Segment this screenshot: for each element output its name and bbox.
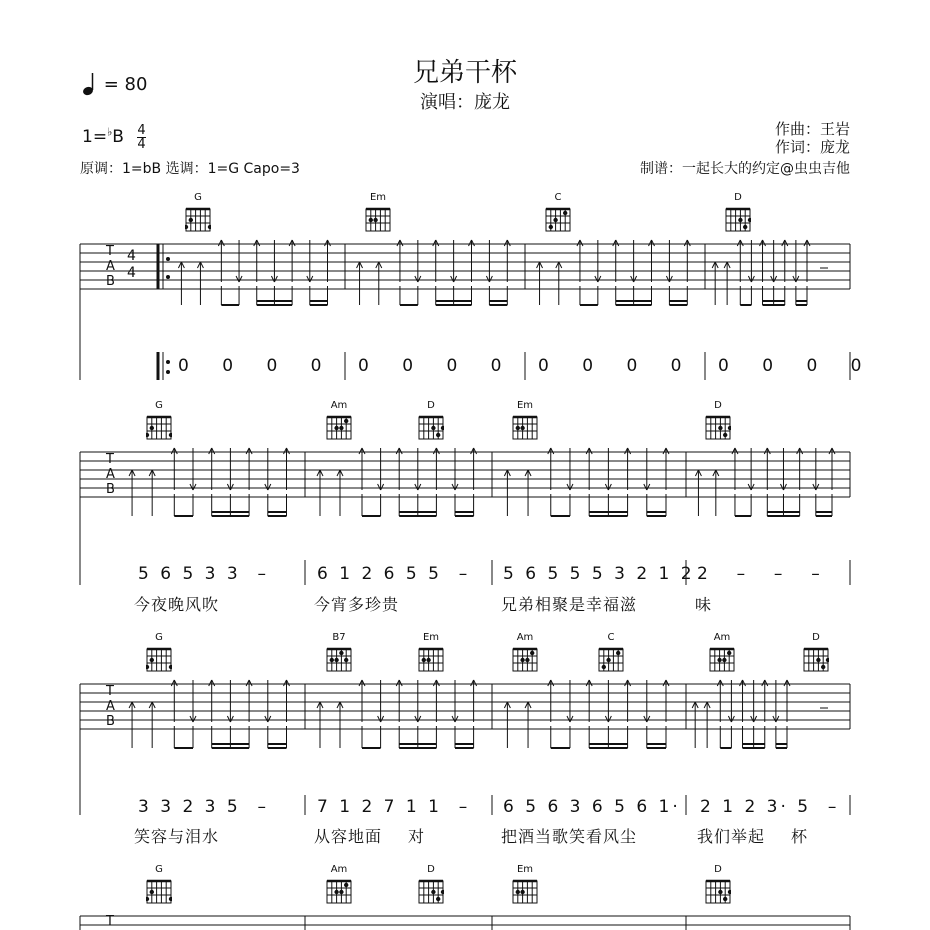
notation-measure: 2 1 2 3· 5 – xyxy=(700,797,840,817)
chord-diagram xyxy=(709,632,735,676)
tab-b: B xyxy=(106,274,115,289)
chord-diagram xyxy=(512,632,538,676)
singer-line: 演唱：庞龙 xyxy=(420,92,510,113)
chord-diagram xyxy=(146,400,172,444)
lyric-line: 把酒当歌笑看风尘 xyxy=(501,827,638,846)
chord-diagram xyxy=(512,400,538,444)
chord-diagram xyxy=(326,864,352,908)
chord-name: D xyxy=(812,632,820,643)
lyric-line: 从容地面 xyxy=(314,827,383,846)
chord-diagram xyxy=(418,400,444,444)
tab-t: T xyxy=(106,914,114,929)
chord-name: D xyxy=(427,400,435,411)
notation-measure: 0 0 0 0 xyxy=(538,356,696,376)
notation-measure: 3 3 2 3 5 – xyxy=(138,797,270,817)
tab-time-top: 4 xyxy=(127,248,136,264)
notation-measure: 6 5 6 3 6 5 6 1· xyxy=(503,797,681,817)
tab-a: A xyxy=(106,699,115,714)
tab-time-bottom: 4 xyxy=(127,265,136,281)
chord-name: C xyxy=(607,632,615,643)
time-top: 4 xyxy=(137,123,146,138)
key-label: 1= xyxy=(82,127,108,147)
time-bottom: 4 xyxy=(137,137,146,152)
chord-diagram xyxy=(418,864,444,908)
lyric-line: 杯 xyxy=(791,827,808,846)
chord-name: D xyxy=(734,192,742,203)
chord-diagram xyxy=(146,864,172,908)
chord-name: G xyxy=(194,192,202,203)
notation-measure: 0 0 0 0 xyxy=(358,356,516,376)
tab-b: B xyxy=(106,714,115,729)
key-note: B xyxy=(112,127,124,147)
lyric-line: 我们举起 xyxy=(697,827,766,846)
chord-name: C xyxy=(554,192,562,203)
tab-t: T xyxy=(106,244,114,259)
chord-name: D xyxy=(427,864,435,875)
chord-name: B7 xyxy=(332,632,346,643)
notation-measure: 0 0 0 0 xyxy=(718,356,876,376)
tab-t: T xyxy=(106,452,114,467)
tab-time-sig xyxy=(127,248,136,282)
flat-sign: ♭ xyxy=(107,125,113,139)
composer: 作曲：王岩 xyxy=(774,120,850,138)
notation-measure: 5 6 5 5 5 3 2 1 2 xyxy=(503,564,695,584)
tab-clef-4 xyxy=(106,914,114,929)
chord-diagram xyxy=(146,632,172,676)
notation-measure: 2 – – – xyxy=(697,564,826,584)
chord-diagram xyxy=(705,400,731,444)
lyric-line: 对 xyxy=(408,827,425,846)
chord-diagram xyxy=(512,864,538,908)
chord-diagram xyxy=(326,632,352,676)
chord-name: G xyxy=(155,632,163,643)
transcriber: 制谱：一起长大的约定@虫虫吉他 xyxy=(640,161,850,177)
tab-a: A xyxy=(106,259,115,274)
chord-name: Em xyxy=(369,192,387,203)
chord-diagram xyxy=(803,632,829,676)
lyric-line: 兄弟相聚是幸福滋 xyxy=(501,595,638,614)
chord-name: Am xyxy=(330,864,348,875)
chord-name: Am xyxy=(330,400,348,411)
tab-clef-1 xyxy=(106,244,115,289)
tab-clef-3 xyxy=(106,684,115,729)
chord-name: Em xyxy=(516,864,534,875)
tab-b: B xyxy=(106,482,115,497)
chord-name: G xyxy=(155,864,163,875)
chord-name: Em xyxy=(516,400,534,411)
notation-measure: 6 1 2 6 5 5 – xyxy=(317,564,471,584)
chord-diagram xyxy=(725,192,751,236)
chord-diagram xyxy=(365,192,391,236)
chord-diagram xyxy=(326,400,352,444)
chord-name: D xyxy=(714,864,722,875)
chord-name: Am xyxy=(516,632,534,643)
chord-name: Em xyxy=(422,632,440,643)
lyric-line: 味 xyxy=(695,595,712,614)
lyricist: 作词：庞龙 xyxy=(774,138,850,156)
chord-diagram xyxy=(598,632,624,676)
chord-name: D xyxy=(714,400,722,411)
chord-name: G xyxy=(155,400,163,411)
tab-t: T xyxy=(106,684,114,699)
chord-name: Am xyxy=(713,632,731,643)
tab-staff-3 xyxy=(80,684,850,815)
tempo-value: = 80 xyxy=(103,74,148,95)
lyric-line: 今宵多珍贵 xyxy=(314,595,400,614)
original-key: 原调：1=bB 选调：1=G Capo=3 xyxy=(80,161,300,177)
chord-diagram xyxy=(705,864,731,908)
notation-measure: 0 0 0 0 xyxy=(178,356,336,376)
tab-a: A xyxy=(106,467,115,482)
chord-diagram xyxy=(418,632,444,676)
notation-measure: 5 6 5 3 3 – xyxy=(138,564,270,584)
chord-diagram xyxy=(545,192,571,236)
notation-measure: 7 1 2 7 1 1 – xyxy=(317,797,471,817)
lyric-line: 笑容与泪水 xyxy=(134,827,220,846)
tab-staff-4 xyxy=(80,916,850,930)
lyric-line: 今夜晚风吹 xyxy=(134,595,220,614)
song-title: 兄弟干杯 xyxy=(412,58,517,88)
chord-diagram xyxy=(185,192,211,236)
tab-clef-2 xyxy=(106,452,115,497)
